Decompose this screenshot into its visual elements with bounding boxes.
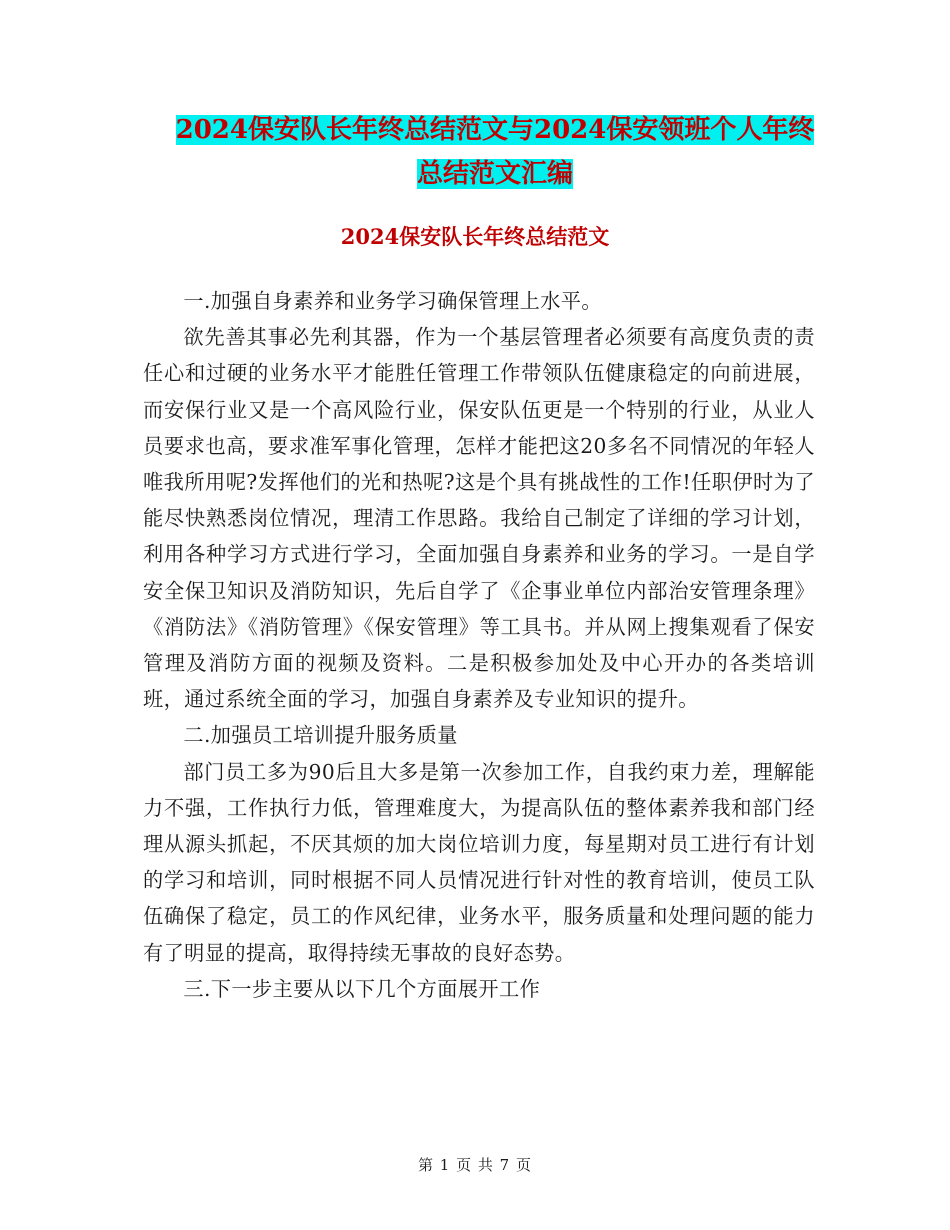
section-heading-3: 三.下一步主要从以下几个方面展开工作 — [183, 976, 541, 1001]
document-body — [143, 283, 815, 1007]
footer-suffix: 页 — [516, 1156, 533, 1174]
footer-page-number: 1 — [439, 1156, 451, 1174]
section-heading-1: 一.加强自身素养和业务学习确保管理上水平。 — [183, 289, 602, 313]
document-title — [140, 108, 850, 196]
document-title-line2: 总结范文汇编 — [416, 159, 573, 189]
section-heading-2: 二.加强员工培训提升服务质量 — [183, 723, 458, 748]
footer-prefix: 第 — [417, 1156, 434, 1174]
section-title: 2024保安队长年终总结范文 — [340, 224, 610, 249]
document-title-line1: 2024保安队长年终总结范文与2024保安领班个人年终 — [175, 115, 815, 145]
footer-total-pages: 7 — [499, 1156, 511, 1174]
page-footer — [0, 1154, 950, 1176]
body-paragraph-2: 部门员工多为90后且大多是第一次参加工作，自我约束力差，理解能力不强，工作执行力低，管理难度大，为提高队伍的整体素养我和部门经理从源头抓起，不厌其烦的加大岗位培训力度，每星期对员工进行有计划的学习和培训，同时根据不同人员情况进行针对性的教育培训，使员工队伍确保了稳定，员工的作风纪律，业务水平，服务质量和处理问题的能力有了明显的提高，取得持续无事故的良好态势。 — [143, 759, 815, 965]
body-paragraph-1: 欲先善其事必先利其器，作为一个基层管理者必须要有高度负责的责任心和过硬的业务水平才能胜任管理工作带领队伍健康稳定的向前进展，而安保行业又是一个高风险行业，保安队伍更是一个特别的行业，从业人员要求也高，要求准军事化管理，怎样才能把这20多名不同情况的年轻人唯我所用呢?发挥他们的光和热呢?这是个具有挑战性的工作!任职伊时为了能尽快熟悉岗位情况，理清工作思路。我给自己制定了详细的学习计划，利用各种学习方式进行学习，全面加强自身素养和业务的学习。一是自学安全保卫知识及消防知识，先后自学了《企事业单位内部治安管理条理》《消防法》《消防管理》《保安管理》等工具书。并从网上搜集观看了保安管理及消防方面的视频及资料。二是积极参加处及中心开办的各类培训班，通过系统全面的学习，加强自身素养及专业知识的提升。 — [143, 325, 815, 712]
footer-middle: 页 共 — [456, 1156, 494, 1174]
